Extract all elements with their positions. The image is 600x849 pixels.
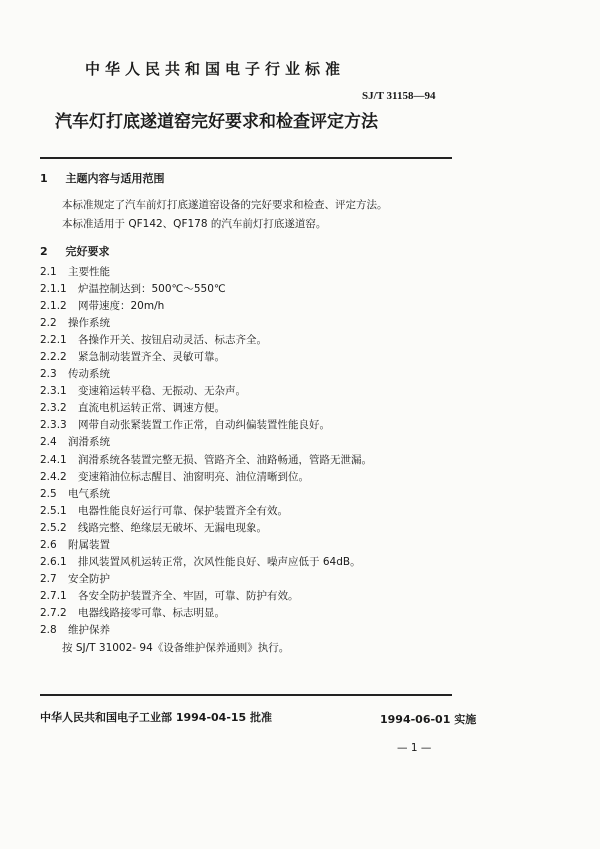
requirement-item [40, 503, 372, 520]
clause-number: 2.3 [40, 368, 57, 381]
clause-text: 炉温控制达到：500℃～550℃ [78, 283, 226, 296]
requirement-item [40, 281, 372, 298]
requirement-item [40, 537, 372, 554]
clause-text: 电器性能良好运行可靠、保护装置齐全有效。 [78, 504, 288, 517]
clause-number: 2.5 [40, 487, 57, 500]
requirement-item [40, 571, 372, 588]
clause-text: 维护保养 [68, 623, 110, 636]
section-2-heading [40, 243, 110, 259]
clause-number: 2.1 [40, 266, 57, 278]
requirement-item [40, 349, 372, 366]
document-title: 汽车灯打底遂道窑完好要求和检查评定方法 [55, 112, 378, 132]
requirement-item [40, 264, 372, 281]
clause-text: 主要性能 [68, 266, 110, 278]
clause-text: 电器线路接零可靠、标志明显。 [78, 606, 225, 619]
clause-text: 各操作开关、按钮启动灵活、标志齐全。 [78, 334, 267, 347]
approval-date: 中华人民共和国电子工业部 1994-04-15 批准 [40, 711, 273, 724]
requirement-item [40, 383, 372, 400]
clause-number: 2.1.2 [40, 300, 67, 313]
clause-number: 2.7.2 [40, 606, 67, 619]
requirement-item [40, 417, 372, 434]
clause-text: 紧急制动装置齐全、灵敏可靠。 [78, 351, 225, 364]
clause-text: 各安全防护装置齐全、牢固，可靠、防护有效。 [78, 589, 299, 602]
requirement-item [40, 622, 372, 639]
clause-number: 2.2.2 [40, 351, 67, 364]
requirement-item [40, 469, 372, 486]
standard-code: SJ/T 31158—94 [362, 90, 436, 102]
requirement-item [40, 315, 372, 332]
clause-number: 2.8 [40, 623, 57, 636]
clause-text: 变速箱运转平稳、无振动、无杂声。 [78, 385, 246, 398]
section-number: 1 [40, 172, 48, 185]
clause-number: 2.5.2 [40, 521, 67, 534]
maintenance-reference: 按 SJ/T 31002- 94《设备维护保养通则》执行。 [62, 642, 290, 654]
requirement-item [40, 554, 372, 571]
clause-text: 操作系统 [68, 317, 110, 330]
clause-text: 变速箱油位标志醒目、油窗明亮、油位清晰到位。 [78, 470, 309, 483]
clause-number: 2.3.2 [40, 402, 67, 415]
clause-number: 2.6 [40, 538, 57, 551]
requirement-item [40, 588, 372, 605]
clause-text: 线路完整、绝缘层无破坏、无漏电现象。 [78, 521, 267, 534]
requirement-item [40, 486, 372, 503]
requirement-item [40, 366, 372, 383]
requirement-item [40, 452, 372, 469]
clause-number: 2.2.1 [40, 334, 67, 347]
clause-number: 2.6.1 [40, 555, 67, 568]
requirement-item [40, 298, 372, 315]
clause-number: 2.1.1 [40, 283, 67, 296]
clause-text: 附属装置 [68, 538, 110, 551]
requirements-list [40, 264, 372, 639]
clause-text: 安全防护 [68, 572, 110, 585]
requirement-item [40, 332, 372, 349]
footer-divider [40, 694, 452, 696]
clause-text: 润滑系统各装置完整无损、管路齐全、油路畅通，管路无泄漏。 [78, 453, 372, 466]
clause-number: 2.4.1 [40, 453, 67, 466]
section-number: 2 [40, 245, 48, 258]
clause-text: 网带速度：20m/h [78, 300, 165, 313]
requirement-item [40, 605, 372, 622]
clause-text: 电气系统 [68, 487, 110, 500]
clause-number: 2.3.3 [40, 419, 67, 432]
clause-text: 排风装置风机运转正常，次风性能良好、噪声应低于 64dB。 [78, 555, 361, 568]
clause-number: 2.7 [40, 572, 57, 585]
clause-text: 传动系统 [68, 368, 110, 381]
clause-text: 润滑系统 [68, 436, 110, 449]
clause-number: 2.4 [40, 436, 57, 449]
requirement-item [40, 434, 372, 451]
header-divider [40, 157, 452, 159]
clause-number: 2.4.2 [40, 470, 67, 483]
section-1-heading [40, 170, 165, 186]
section-title: 完好要求 [65, 245, 110, 258]
clause-number: 2.7.1 [40, 589, 67, 602]
clause-number: 2.5.1 [40, 504, 67, 517]
clause-text: 直流电机运转正常、调速方便。 [78, 402, 225, 415]
clause-text: 网带自动张紧装置工作正常，自动纠偏装置性能良好。 [78, 419, 330, 432]
section-title: 主题内容与适用范围 [65, 172, 165, 185]
clause-number: 2.3.1 [40, 385, 67, 398]
paragraph: 本标准规定了汽车前灯打底遂道窑设备的完好要求和检查、评定方法。 [62, 199, 388, 211]
requirement-item [40, 400, 372, 417]
effective-date: 1994-06-01 实施 [380, 713, 477, 726]
requirement-item [40, 520, 372, 537]
issuing-organization: 中华人民共和国电子行业标准 [85, 60, 346, 78]
clause-number: 2.2 [40, 317, 57, 330]
page-number: — 1 — [397, 742, 432, 754]
paragraph: 本标准适用于 QF142、QF178 的汽车前灯打底遂道窑。 [62, 218, 327, 230]
